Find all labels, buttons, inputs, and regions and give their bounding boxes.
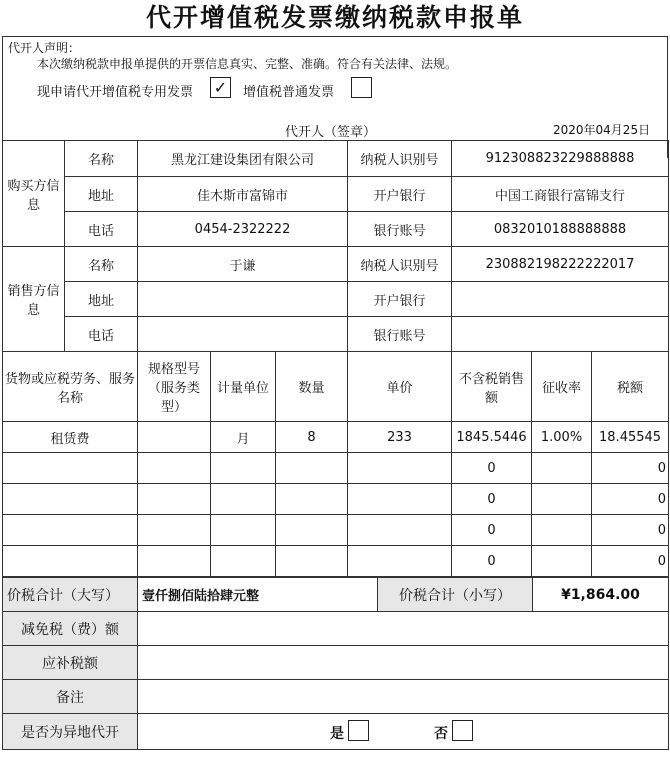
- declaration-text: 本次缴纳税款申报单提供的开票信息真实、完整、准确。符合有关法律、法规。: [37, 57, 458, 71]
- item-rate: [532, 484, 592, 515]
- spec-header: 规格型号（服务类型）: [138, 352, 211, 422]
- seller-taxid-label: 纳税人识别号: [348, 247, 452, 282]
- item-amount: 0: [452, 453, 532, 484]
- special-invoice-checkbox[interactable]: ✓: [210, 77, 231, 98]
- item-qty: [276, 453, 348, 484]
- item-tax: 0: [592, 453, 669, 484]
- buyer-bank: 中国工商银行富锦支行: [452, 177, 669, 212]
- table-row: [3, 453, 669, 484]
- remote-no-checkbox[interactable]: [452, 720, 473, 741]
- item-goods: [3, 515, 138, 546]
- form-title: 代开增值税发票缴纳税款申报单: [145, 3, 524, 32]
- special-invoice-label: 现申请代开增值税专用发票: [37, 85, 194, 100]
- item-rate: [532, 453, 592, 484]
- seller-bank: [452, 282, 669, 317]
- remote-no-label: 否: [434, 726, 448, 742]
- table-row: [3, 515, 669, 546]
- buyer-account-label: 银行账号: [348, 212, 452, 247]
- seller-address: [138, 282, 348, 317]
- buyer-phone-label: 电话: [65, 212, 138, 247]
- seller-phone-label: 电话: [65, 317, 138, 352]
- buyer-address: 佳木斯市富锦市: [138, 177, 348, 212]
- seller-bank-label: 开户银行: [348, 282, 452, 317]
- qty-header: 数量: [276, 352, 348, 422]
- reduction-value: [138, 612, 669, 646]
- item-price: [348, 546, 452, 577]
- remark-value: [138, 680, 669, 714]
- declaration-date: 2020年04月25日: [553, 123, 651, 137]
- seller-account-label: 银行账号: [348, 317, 452, 352]
- item-unit: [211, 484, 276, 515]
- seller-section-label: 销售方信息: [3, 247, 65, 352]
- buyer-name: 黑龙江建设集团有限公司: [138, 141, 348, 177]
- ordinary-invoice-label: 增值税普通发票: [243, 85, 335, 100]
- item-price: 233: [348, 422, 452, 453]
- ordinary-invoice-checkbox[interactable]: [351, 77, 372, 98]
- buyer-phone: 0454-2322222: [138, 212, 348, 247]
- total-upper-label: 价税合计（大写）: [3, 578, 138, 612]
- item-tax: 0: [592, 546, 669, 577]
- rate-header: 征收率: [532, 352, 592, 422]
- remote-yes-label: 是: [330, 726, 344, 742]
- item-unit: [211, 546, 276, 577]
- item-tax: 0: [592, 515, 669, 546]
- buyer-taxid-label: 纳税人识别号: [348, 141, 452, 177]
- remote-options: [138, 714, 669, 750]
- item-unit: [211, 515, 276, 546]
- buyer-bank-label: 开户银行: [348, 177, 452, 212]
- item-rate: [532, 546, 592, 577]
- table-row: [3, 546, 669, 577]
- item-unit: [211, 453, 276, 484]
- item-amount: 0: [452, 546, 532, 577]
- supplement-value: [138, 646, 669, 680]
- buyer-account: 0832010188888888: [452, 212, 669, 247]
- item-qty: [276, 515, 348, 546]
- item-price: [348, 484, 452, 515]
- seller-taxid: 230882198222222017: [452, 247, 669, 282]
- tax-header: 税额: [592, 352, 669, 422]
- item-amount: 1845.5446: [452, 422, 532, 453]
- table-row: [3, 422, 669, 453]
- remote-yes-checkbox[interactable]: [348, 720, 369, 741]
- extra-rows-table: [2, 611, 669, 750]
- item-goods: [3, 453, 138, 484]
- total-upper-value: 壹仟捌佰陆拾肆元整: [138, 578, 378, 612]
- remark-label: 备注: [3, 680, 138, 714]
- reduction-label: 减免税（费）额: [3, 612, 138, 646]
- seller-phone: [138, 317, 348, 352]
- supplement-label: 应补税额: [3, 646, 138, 680]
- item-price: [348, 453, 452, 484]
- item-tax: 0: [592, 484, 669, 515]
- buyer-name-label: 名称: [65, 141, 138, 177]
- total-lower-value: ¥1,864.00: [533, 578, 669, 612]
- item-tax: 18.45545: [592, 422, 669, 453]
- item-unit: 月: [211, 422, 276, 453]
- item-qty: [276, 546, 348, 577]
- seller-name: 于谦: [138, 247, 348, 282]
- table-row: [3, 484, 669, 515]
- invoice-info-table: [2, 140, 669, 577]
- goods-header: 货物或应税劳务、服务名称: [3, 352, 138, 422]
- item-goods: 租赁费: [3, 422, 138, 453]
- item-rate: 1.00%: [532, 422, 592, 453]
- item-qty: [276, 484, 348, 515]
- seller-account: [452, 317, 669, 352]
- item-spec: [138, 515, 211, 546]
- item-spec: [138, 546, 211, 577]
- price-header: 单价: [348, 352, 452, 422]
- buyer-taxid: 912308823229888888: [452, 141, 669, 177]
- item-amount: 0: [452, 484, 532, 515]
- buyer-section-label: 购买方信息: [3, 141, 65, 247]
- totals-table: [2, 577, 669, 612]
- unit-header: 计量单位: [211, 352, 276, 422]
- item-amount: 0: [452, 515, 532, 546]
- item-price: [348, 515, 452, 546]
- declaration-heading: 代开人声明：: [8, 41, 81, 55]
- total-lower-label: 价税合计（小写）: [378, 578, 533, 612]
- agent-sign-label: 代开人（签章）: [285, 125, 377, 140]
- amount-header: 不含税销售额: [452, 352, 532, 422]
- item-qty: 8: [276, 422, 348, 453]
- item-goods: [3, 484, 138, 515]
- item-spec: [138, 453, 211, 484]
- seller-address-label: 地址: [65, 282, 138, 317]
- remote-label: 是否为异地代开: [3, 714, 138, 750]
- item-spec: [138, 484, 211, 515]
- buyer-address-label: 地址: [65, 177, 138, 212]
- item-rate: [532, 515, 592, 546]
- item-spec: [138, 422, 211, 453]
- seller-name-label: 名称: [65, 247, 138, 282]
- item-goods: [3, 546, 138, 577]
